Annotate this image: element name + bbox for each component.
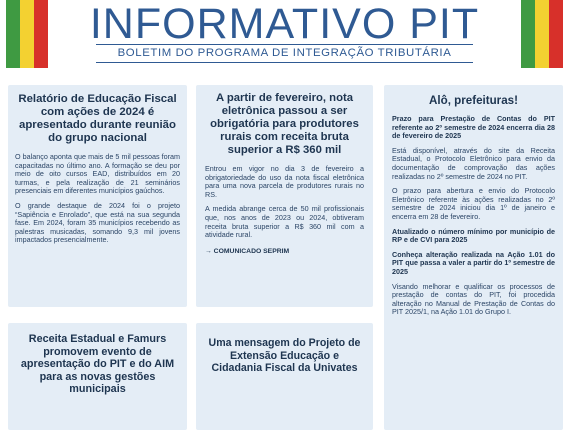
mayors-change-title: Conheça alteração realizada na Ação 1.01 do PIT que passa a valer a partir do 1º semestre de 2025 [392,249,555,276]
newsletter-title: INFORMATIVO PIT [89,0,480,48]
invoice-heading[interactable]: A partir de fevereiro, nota eletrônica passou a ser obrigatória para produtores rurais com receita bruta superior a R$ 360 mil [210,92,359,156]
newsletter-subtitle: BOLETIM DO PROGRAMA DE INTEGRAÇÃO TRIBUTÁRIA [96,44,473,63]
report-heading[interactable]: Relatório de Educação Fiscal com ações de 2024 é apresentado durante reunião do grupo nacional [18,93,177,144]
report-paragraph-1: O balanço aponta que mais de 5 mil pessoas foram capacitadas no último ano. A formação se deu por meio de oito cursos EAD, distribuídos em 20 turmas, e pela realização de 21 seminários presenciais em diferentes municípios gaúchos. [15,152,180,196]
invoice-paragraph-2: A medida abrange cerca de 50 mil profissionais que, nos anos de 2023 ou 2024, obtiveram receita bruta superior a R$ 360 mil com a atividade rural. [205,204,364,240]
mayors-article[interactable] [384,85,563,430]
mayors-paragraph-2: O prazo para abertura e envio do Protocolo Eletrônico referente às ações realizadas no 2º semestre de 2024 iniciou dia 1º de janeiro e encerra em 28 de fevereiro. [392,186,555,221]
invoice-credit-link[interactable]: → COMUNICADO SEPRIM [205,247,290,255]
univates-article[interactable] [196,323,373,430]
mayors-paragraph-3: Visando melhorar e qualificar os processos de prestação de contas do PIT, foi procedida alteração no Manual de Prestação de Contas do PIT 2025/1, na Ação 1.01 do Grupo I. [392,281,555,317]
famurs-article[interactable] [8,323,187,430]
report-article[interactable] [8,85,187,307]
famurs-heading[interactable]: Receita Estadual e Famurs promovem evento de apresentação do PIT e do AIM para as novas gestões municipais [20,333,175,395]
mayors-heading[interactable]: Alô, prefeituras! [429,94,518,107]
mayors-paragraph-1: Está disponível, através do site da Receita Estadual, o Protocolo Eletrônico para envio da documentação de comprovação das ações realizadas no 2º semestre de 2024 no PIT. [392,145,555,181]
report-paragraph-2: O grande destaque de 2024 foi o projeto “Sapiência e Enrolado”, que está na sua segunda fase. Em 2024, foram 35 municípios recebendo as palestras musicadas, somando 9,3 mil jovens impactados presencialmente. [15,200,180,245]
invoice-article[interactable] [196,85,373,307]
invoice-paragraph-1: Entrou em vigor no dia 3 de fevereiro a obrigatoriedade do uso da nota fiscal eletrônica para uma nova parcela de produtores rurais no RS. [205,164,364,199]
mayors-deadline-title: Prazo para Prestação de Contas do PIT referente ao 2º semestre de 2024 encerra dia 28 de fevereiro de 2025 [392,114,555,141]
univates-heading[interactable]: Uma mensagem do Projeto de Extensão Educação e Cidadania Fiscal da Univates [208,337,361,374]
mayors-minimum-title: Atualizado o número mínimo por município de RP e de CVI para 2025 [392,226,555,245]
